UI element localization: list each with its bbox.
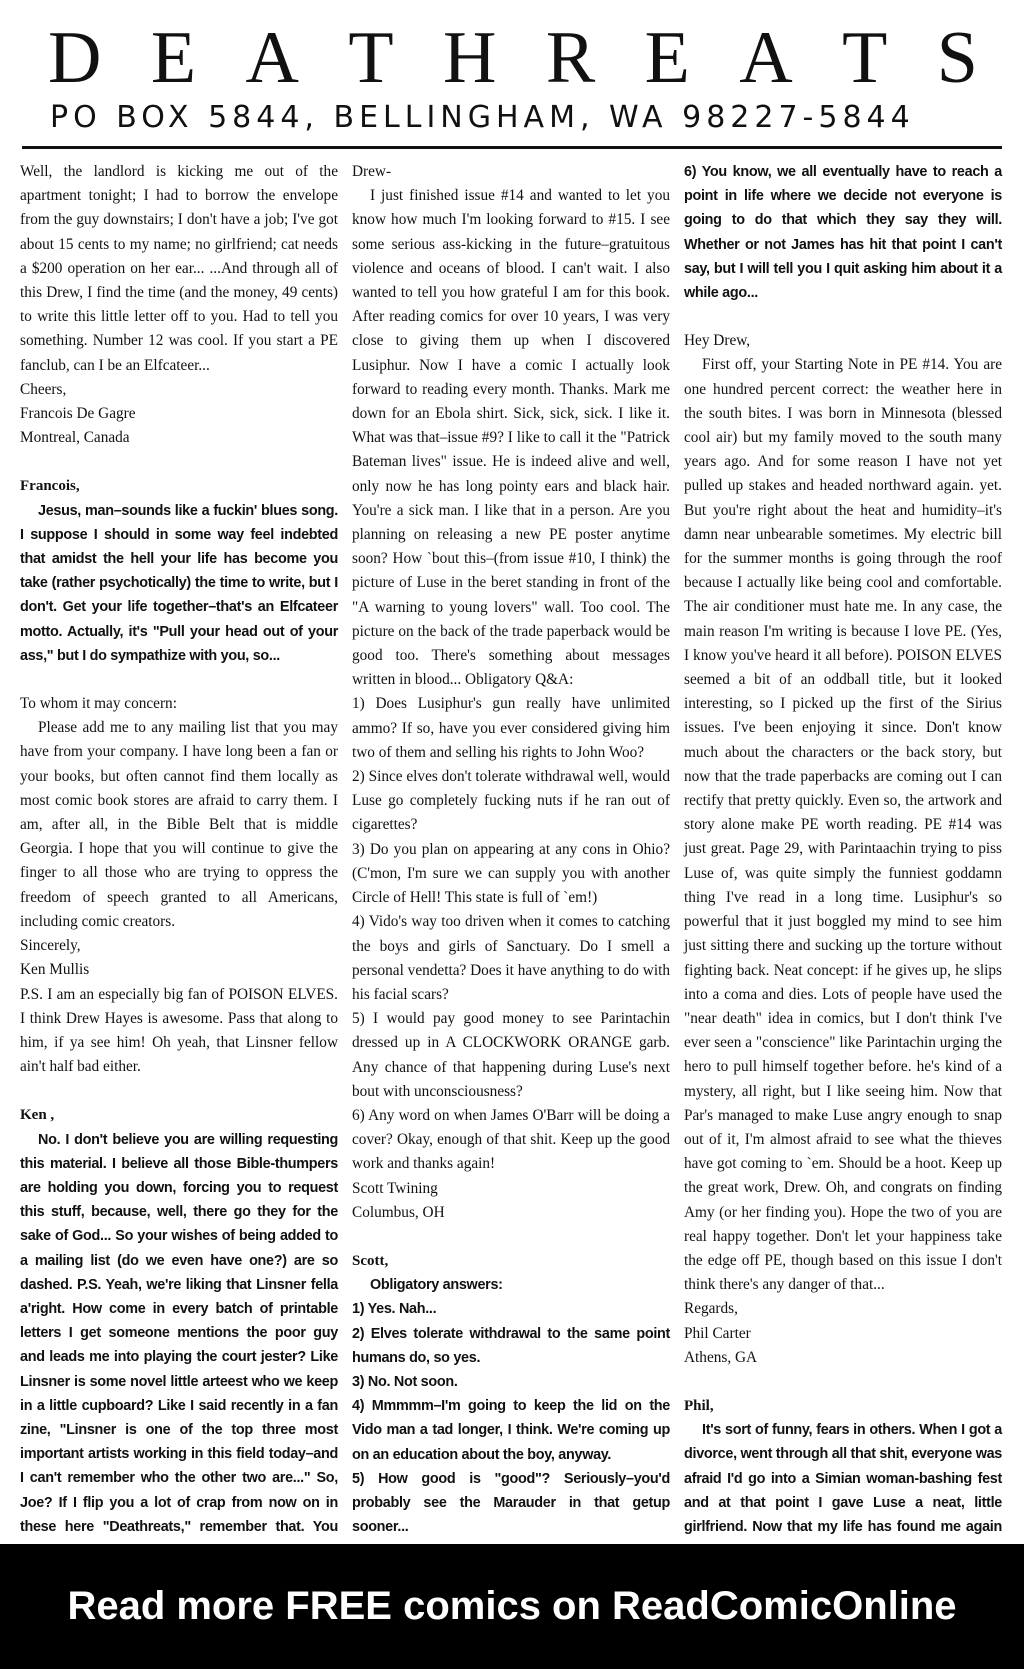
answer: 2) Elves tolerate withdrawal to the same point humans do, so yes.	[352, 1325, 670, 1366]
reply-salutation: Francois,	[20, 478, 80, 495]
letter-body: Please add me to any mailing list that you may have from your company. I have long been a fan or your books, but often cannot find them locally as most comic book stores are afraid to carry them. I am, after all, in the Bible Belt that is middle Georgia. I hope that you will continue to give the finger to all those who are trying to oppress the freedom of speech granted to all Americans, including comic creators.	[20, 719, 338, 930]
letter-location: Montreal, Canada	[20, 429, 130, 447]
question: 6) Any word on when James O'Barr will be doing a cover? Okay, enough of that shit. Keep up the good work and thanks again!	[352, 1106, 670, 1173]
reply-salutation: Phil,	[684, 1397, 714, 1414]
question: 1) Does Lusiphur's gun really have unlimited ammo? If so, have you ever considered giving him two of them and selling his rights to John Woo?	[352, 695, 670, 761]
letter-location: Columbus, OH	[352, 1203, 445, 1221]
reply-salutation: Scott,	[352, 1252, 389, 1269]
spacer	[684, 1370, 1002, 1394]
letter-body: Well, the landlord is kicking me out of the apartment tonight; I had to borrow the envelope from the guy downstairs; I don't have a job; I've got about 15 cents to my name; no girlfriend; cat needs a $200 operation on her ear... ...And through all of this Drew, I find the time (and the money, 49 cents) to write this little letter off to you. Had to tell you something. Number 12 was cool. If you start a PE fanclub, can I be an Elfcateer...	[20, 163, 338, 374]
question: 4) Vido's way too driven when it comes to catching the boys and girls of Sanctuary. Do I smell a personal vendetta? Does it have anything to do with his facial scars?	[352, 913, 670, 1003]
promo-banner[interactable]: Read more FREE comics on ReadComicOnline	[0, 1544, 1024, 1669]
title-letter: E	[150, 17, 197, 99]
reply-body: No. I don't believe you are willing requesting this material. I believe all those Bible-thumpers are holding you down, forcing you to request this stuff, because, well, there go they for the sake of God... So your wishes of being added to a mailing list (do we even have one?) are so dashed. P.S. Yeah, we're liking that Linsner fella a'right. How come in every batch of printable letters I get someone mentions the poor guy and leads me into playing the court jester? Like Linsner is some novel little arteest who we keep in a little cupboard? Like I said recently in a fan zine, "Linsner is one of the top three most important artists working in this field today–and I can't remember who the other two are..." So, Joe? If I flip you a lot of crap from now on in these here "Deathreats," remember that. You	[20, 1131, 338, 1535]
letter-postscript: P.S. I am an especially big fan of POISON ELVES. I think Drew Hayes is awesome. Pass that along to him, if ya see him! Oh yeah, that Linsner fellow ain't half bad either.	[20, 985, 338, 1076]
letter-author: Ken Mullis	[20, 961, 90, 979]
answer: 6) You know, we all eventually have to reach a point in life where we decide not everyone is going to do that which they say they will. Whether or not James has hit that point I can't say, but I will tell you I quit asking him about it a while ago...	[684, 164, 1002, 302]
question: 5) I would pay good money to see Parintachin dressed up in A CLOCKWORK ORANGE garb. Any chance of that happening during Luse's next bout with unconsciousness?	[352, 1010, 670, 1100]
letter-signoff: Regards,	[684, 1300, 738, 1318]
spacer	[352, 1225, 670, 1249]
answer: 4) Mmmmm–I'm going to keep the lid on the Vido man a tad longer, I think. We're coming up on an education about the boy, anyway.	[352, 1398, 670, 1463]
letter-body: First off, your Starting Note in PE #14. You are one hundred percent correct: the weather here in the south bites. I was born in Minnesota (blessed cool air) but my family moved to the south many years ago. And for some reason I have not yet pulled up stakes and headed northward again. yet. But you're right about the heat and humidity–it's damn near unbearable sometimes. My electric bill for the summer months is going through the roof because I actually like being cool and comfortable. The air conditioner must hate me. In any case, the main reason I'm writing is because I love PE. (Yes, I know you've heard it all before). POISON ELVES seemed a bit of an oddball title, but it looked interesting, so I picked up the first of the Sirius issues. I've been enjoying it since. Don't know much about the characters or the back story, but now that the trade paperbacks are coming out I can rectify that pretty quickly. Even so, the artwork and story alone make PE worth reading. PE #14 was just great. Page 29, with Parintaachin trying to piss Luse of, was quite simply the funniest goddamn thing I've read in a long time. Lusiphur's so powerful that it just boggled my mind to see him just sitting there and sucking up the torture without fighting back. Neat concept: if he gives up, he slips into a coma and dies. Lots of people have used the "near death" idea in comics, but I don't think I've ever seen a "conscience" like Parintachin urging the hero to pull himself together before. he's kind of a mystery, all right, but I like seeing him. Now that Par's managed to make Luse angry enough to snap out of it, I'm almost afraid to see what the thieves have got coming to `em. Should be a hoot. Keep up the great work, Drew. Oh, and congrats on finding Amy (or her finding you). Hope the two of you are real happy together. Don't let your happiness take the edge off PE, though based on this issue I don't think there's any danger of that...	[684, 356, 1002, 1294]
letter-author: Scott Twining	[352, 1179, 438, 1197]
spacer	[20, 1079, 338, 1103]
reply-salutation: Ken ,	[20, 1107, 55, 1124]
question: 3) Do you plan on appearing at any cons in Ohio? (C'mon, I'm sure we can supply you with another Circle of Hell! This state is full of `em!)	[352, 840, 670, 907]
letter-salutation: To whom it may concern:	[20, 695, 177, 713]
header-divider	[22, 146, 1002, 149]
page-header	[0, 0, 1024, 148]
column-1	[20, 160, 338, 1540]
answer: 5) How good is "good"? Seriously–you'd probably see the Marauder in that getup sooner...	[352, 1470, 670, 1536]
reply-body: Jesus, man–sounds like a fuckin' blues song. I suppose I should in some way feel indebted that amidst the hell your life has become you take (rather psychotically) the time to write, but I don't. Get your life together–that's an Elfcateer motto. Actually, it's "Pull your head out of your ass," but I do sympathize with you, so...	[20, 502, 338, 664]
letter-author: Francois De Gagre	[20, 405, 136, 423]
spacer	[684, 305, 1002, 329]
title-letter: S	[936, 17, 978, 99]
title-letter: H	[443, 17, 497, 99]
column-2	[352, 160, 670, 1540]
title-letter: A	[245, 17, 299, 99]
title-letter: A	[739, 17, 793, 99]
letter-body: I just finished issue #14 and wanted to let you know how much I'm looking forward to #15. I see some serious ass-kicking in the future–gratuitous violence and oceans of blood. I can't wait. I also wanted to tell you how grateful I am for this book. After reading comics for over 10 years, I was very close to giving them up when I discovered Lusiphur. Now I have a comic I actually look forward to reading every month. Thanks. Mark me down for an Ebola shirt. Sick, sick, sick. I like it. What was that–issue #9? I like to call it the "Patrick Bateman lives" issue. He is indeed alive and well, only now he has long pointy ears and black hair. You're a sick man. I like that in a person. Are you planning on releasing a new PE poster anytime soon? How `bout this–(from issue #10, I think) the picture of Luse in the beret standing in front of the "A warning to young lovers" wall. Too cool. The picture on the back of the trade paperback would be good too. There's something about messages written in blood... Obligatory Q&A:	[352, 187, 670, 689]
letter-salutation: Hey Drew,	[684, 332, 751, 350]
answer: 3) No. Not soon.	[352, 1373, 458, 1390]
letter-signoff: Cheers,	[20, 380, 67, 398]
letters-columns	[20, 160, 1002, 1540]
letter-author: Phil Carter	[684, 1324, 751, 1342]
title-letter: R	[545, 17, 596, 99]
letter-signoff: Sincerely,	[20, 937, 81, 955]
answer: 1) Yes. Nah...	[352, 1301, 437, 1318]
spacer	[20, 450, 338, 474]
mailing-address: PO BOX 5844, BELLINGHAM, WA 98227-5844	[50, 100, 915, 135]
column-3	[684, 160, 1002, 1540]
reply-intro: Obligatory answers:	[370, 1277, 503, 1294]
reply-body: It's sort of funny, fears in others. When I got a divorce, went through all that shit, everyone was afraid I'd go into a Simian woman-bashing fest and at that point I gave Luse a neat, little girlfriend. Now that my life has found me again	[684, 1422, 1002, 1535]
question: 2) Since elves don't tolerate withdrawal well, would Luse go completely fucking nuts if he ran out of cigarettes?	[352, 768, 670, 834]
title-letter: T	[842, 17, 888, 99]
title-letter: T	[348, 17, 394, 99]
title-letter: E	[644, 17, 690, 99]
letter-salutation: Drew-	[352, 163, 392, 180]
page-title	[48, 18, 978, 98]
letter-location: Athens, GA	[684, 1348, 758, 1366]
spacer	[20, 668, 338, 692]
title-letter: D	[48, 17, 102, 99]
